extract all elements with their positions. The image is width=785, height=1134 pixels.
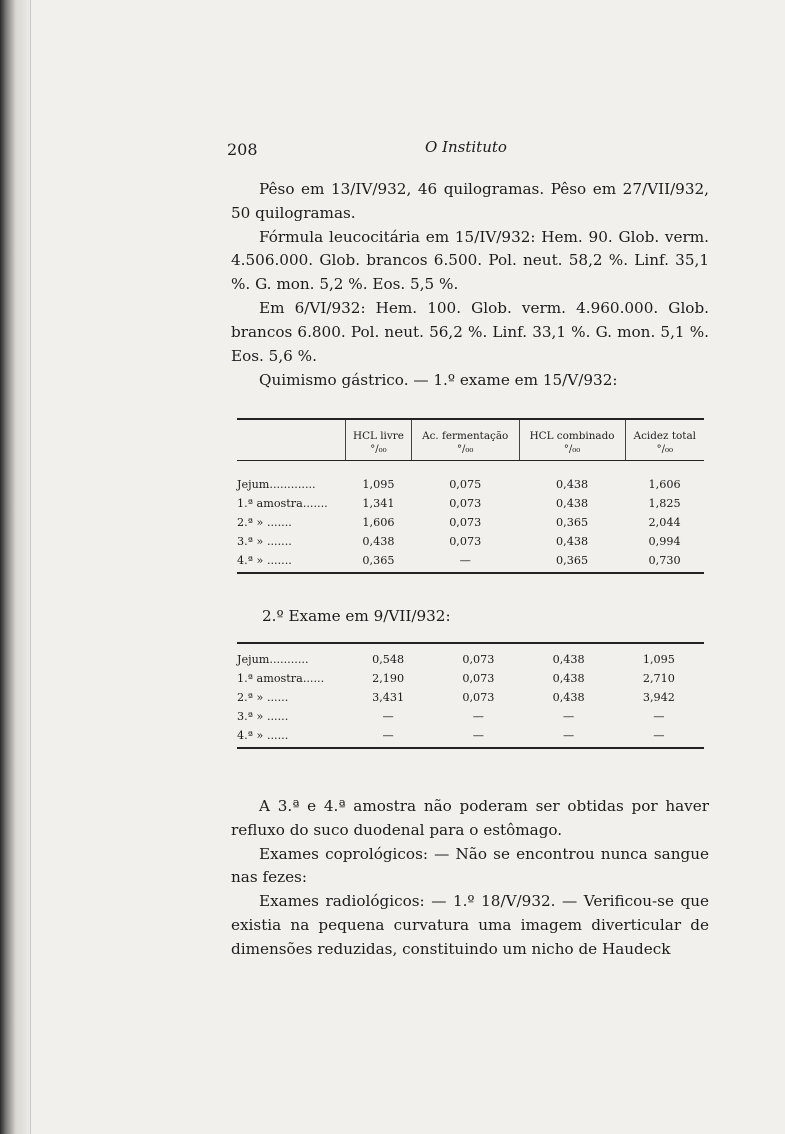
cell-value: —: [614, 726, 704, 748]
cell-value: 0,548: [372, 653, 405, 666]
row-label: 1.ª amostra.......: [237, 497, 328, 510]
paragraph-leukocyte-formula: Fórmula leucocitária em 15/IV/932: Hem. 90. Glob. verm. 4.506.000. Glob. brancos 6.500. Pol. neut. 58,2 %. Linf. 35,1 %. G. mon. 5,2 %. Eos. 5,5 %.: [231, 227, 709, 294]
cell-value: 0,438: [556, 478, 589, 491]
row-label: 2.ª » ......: [237, 691, 289, 704]
col-header-ac-fermentacao: Ac. fermentação °/₀₀: [411, 419, 519, 461]
table-row: [237, 475, 704, 494]
table-row: [237, 648, 704, 669]
cell-value: 0,073: [462, 691, 495, 704]
cell-value: 0,438: [552, 691, 585, 704]
paragraph-blood-count-june: Em 6/VI/932: Hem. 100. Glob. verm. 4.960.000. Glob. brancos 6.800. Pol. neut. 56,2 %. Linf. 33,1 %. G. mon. 5,1 %. Eos. 5,6 %.: [231, 298, 709, 365]
table-row: [237, 551, 704, 573]
running-title: O Instituto: [425, 138, 507, 156]
cell-value: —: [563, 710, 575, 723]
paragraph-samples-note: A 3.ª e 4.ª amostra não poderam ser obtidas por haver refluxo do suco duodenal para o estômago.: [231, 797, 709, 839]
row-label: Jejum.............: [237, 478, 316, 491]
row-label: 4.ª » .......: [237, 551, 346, 573]
gastric-exam-table-2: [237, 648, 704, 749]
col-header-acidez-total: Acidez total °/₀₀: [625, 419, 704, 461]
cell-value: 0,994: [648, 535, 681, 548]
cell-value: —: [472, 710, 484, 723]
cell-value: 2,190: [372, 672, 405, 685]
table-header-label: [237, 419, 346, 461]
cell-value: 2,710: [642, 672, 675, 685]
page-number: 208: [227, 140, 258, 159]
table-row: [237, 726, 704, 748]
paragraph-weight: Pêso em 13/IV/932, 46 quilogramas. Pêso em 27/VII/932, 50 quilogramas.: [231, 180, 709, 222]
row-label: 1.ª amostra......: [237, 672, 325, 685]
cell-value: 1,606: [648, 478, 681, 491]
table-row: [237, 707, 704, 726]
table-spacer: [237, 461, 704, 476]
row-label: 2.ª » .......: [237, 516, 292, 529]
cell-value: 1,095: [362, 478, 395, 491]
table-row: [237, 513, 704, 532]
cell-value: 0,438: [552, 653, 585, 666]
cell-value: —: [653, 710, 665, 723]
cell-value: —: [524, 726, 614, 748]
cell-value: 1,825: [648, 497, 681, 510]
cell-value: —: [382, 710, 394, 723]
cell-value: 3,431: [372, 691, 405, 704]
table-row: [237, 532, 704, 551]
cell-value: 0,438: [556, 535, 589, 548]
paragraph-coprologic-exams: Exames coprológicos: — Não se encontrou nunca sangue nas fezes:: [231, 844, 709, 887]
table-header-row: [237, 419, 704, 461]
table-row: [237, 494, 704, 513]
row-label: 3.ª » ......: [237, 710, 289, 723]
cell-value: 1,606: [362, 516, 395, 529]
body-text-bottom: [231, 795, 709, 962]
cell-value: —: [433, 726, 523, 748]
table-row: [237, 669, 704, 688]
cell-value: 0,365: [556, 516, 589, 529]
cell-value: 2,044: [648, 516, 681, 529]
page-edge: [30, 0, 31, 1134]
cell-value: 0,438: [556, 497, 589, 510]
cell-value: 0,365: [346, 551, 412, 573]
row-label: Jejum...........: [237, 653, 309, 666]
cell-value: 0,365: [519, 551, 625, 573]
col-header-hcl-livre: HCL livre °/₀₀: [346, 419, 412, 461]
cell-value: 0,075: [449, 478, 482, 491]
paragraph-radiologic-exams: Exames radiológicos: — 1.º 18/V/932. — Verificou-se que existia na pequena curvatura uma imagem diverticular de dimensões reduzidas, constituindo um nicho de Haudeck: [231, 892, 709, 958]
cell-value: 0,073: [462, 653, 495, 666]
book-binding-shadow: [0, 0, 30, 1134]
cell-value: 1,095: [642, 653, 675, 666]
col-header-hcl-combinado: HCL combinado °/₀₀: [519, 419, 625, 461]
cell-value: —: [411, 551, 519, 573]
gastric-exam-table-1: [237, 418, 704, 574]
cell-value: 0,073: [462, 672, 495, 685]
cell-value: 0,073: [449, 497, 482, 510]
paragraph-gastric-chemistry: Quimismo gástrico. — 1.º exame em 15/V/932:: [259, 371, 618, 389]
cell-value: 3,942: [642, 691, 675, 704]
cell-value: —: [343, 726, 433, 748]
table-top-rule: [237, 642, 704, 644]
cell-value: 0,438: [362, 535, 395, 548]
row-label: 4.ª » ......: [237, 726, 343, 748]
cell-value: 1,341: [362, 497, 395, 510]
cell-value: 0,073: [449, 516, 482, 529]
cell-value: 0,730: [625, 551, 704, 573]
table-row: [237, 688, 704, 707]
cell-value: 0,073: [449, 535, 482, 548]
cell-value: 0,438: [552, 672, 585, 685]
body-text-top: [231, 178, 709, 368]
second-exam-heading: 2.º Exame em 9/VII/932:: [262, 607, 451, 625]
row-label: 3.ª » .......: [237, 535, 292, 548]
